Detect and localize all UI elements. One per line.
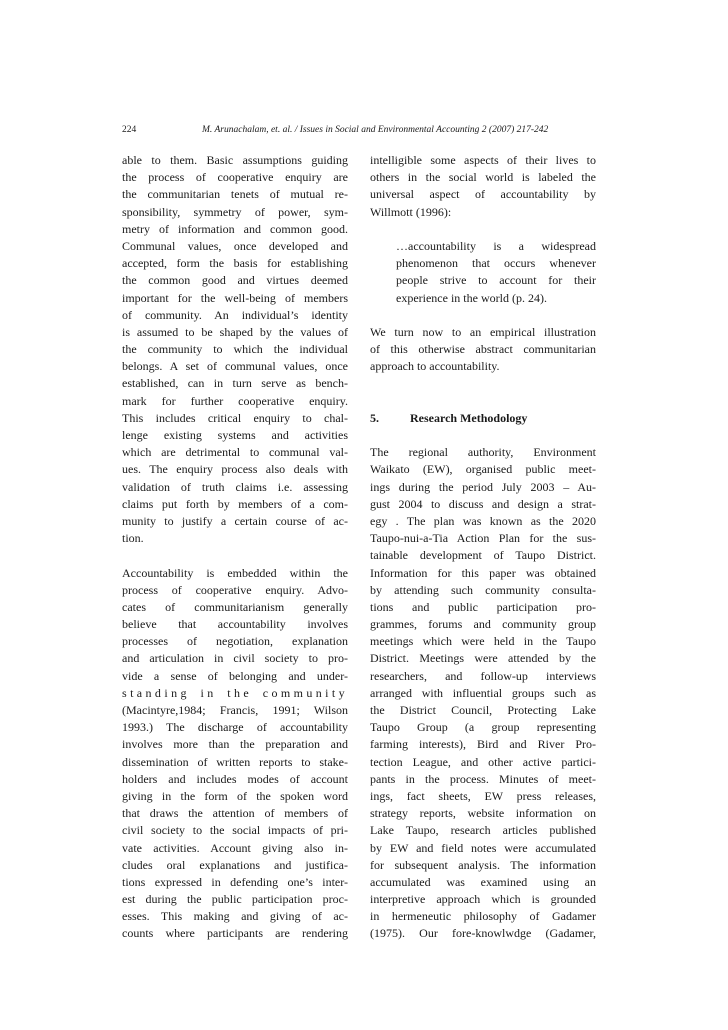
text-line: holders and includes modes of account	[122, 771, 348, 786]
text-line: standing in the community	[122, 685, 348, 700]
block-quote	[370, 238, 596, 307]
text-line: is assumed to be shaped by the values of	[122, 324, 348, 339]
paragraph-cooperative-enquiry	[122, 152, 348, 547]
text-line: metry of information and common good.	[122, 221, 348, 236]
text-line: Waikato (EW), organised public meet-	[370, 462, 596, 477]
text-line: tions expressed in defending one’s inter-	[122, 874, 348, 889]
text-line: researchers, and follow-up interviews	[370, 668, 596, 683]
text-line: counts where participants are rendering	[122, 926, 348, 941]
text-line: phenomenon that occurs whenever	[396, 256, 596, 271]
text-line: tions and public participation pro-	[370, 599, 596, 614]
text-line: which are detrimental to communal val-	[122, 445, 348, 460]
text-line: farming interests), Bird and River Pro-	[370, 737, 596, 752]
text-line: arranged with influential groups such as	[370, 685, 596, 700]
text-line: cates of communitarianism generally	[122, 599, 348, 614]
text-line: We turn now to an empirical illustration	[370, 324, 596, 339]
text-line: Communal values, once developed and	[122, 238, 348, 253]
text-line: grammes, forums and community group	[370, 617, 596, 632]
text-line: munity to justify a certain course of ac-	[122, 513, 348, 528]
text-line: able to them. Basic assumptions guiding	[122, 153, 348, 167]
right-column	[370, 152, 596, 943]
text-line: tainable development of Taupo District.	[370, 548, 596, 563]
running-head: M. Arunachalam, et. al. / Issues in Social and Environmental Accounting 2 (2007) 217-242	[202, 125, 549, 135]
text-line: established, can in turn serve as bench-	[122, 376, 348, 391]
paragraph-accountability	[122, 565, 348, 943]
text-line: others in the social world is labeled the	[370, 170, 596, 185]
text-line: ings during the period July 2003 – Au-	[370, 479, 596, 494]
text-line: validation of truth claims i.e. assessing	[122, 479, 348, 494]
text-line: giving in the form of the spoken word	[122, 788, 348, 803]
text-line: the community to which the individual	[122, 342, 348, 357]
text-line: ings, fact sheets, EW press releases,	[370, 788, 596, 803]
text-line: the District Council, Protecting Lake	[370, 703, 596, 717]
text-line: claims put forth by members of a com-	[122, 496, 348, 511]
text-line: tection League, and other active partici-	[370, 754, 596, 769]
text-line: of this otherwise abstract communitarian	[370, 342, 596, 357]
text-line: the communitarian tenets of mutual re-	[122, 187, 348, 202]
text-line: process of cooperative enquiry. Advo-	[122, 582, 348, 597]
text-line: esses. This making and giving of ac-	[122, 909, 348, 924]
text-line: dissemination of written reports to stake-	[122, 754, 348, 769]
text-line: for subsequent analysis. The information	[370, 857, 596, 872]
text-line: civil society to the social impacts of pri-	[122, 823, 348, 838]
section-number: 5.	[370, 410, 379, 425]
text-line: in hermeneutic philosophy of Gadamer	[370, 909, 596, 924]
text-line: belongs. A set of communal values, once	[122, 359, 348, 374]
text-line: est during the public participation proc-	[122, 892, 348, 907]
text-line: approach to accountability.	[370, 359, 500, 374]
text-line: Willmott (1996):	[370, 204, 452, 219]
page-number: 224	[122, 125, 137, 135]
text-line: This includes critical enquiry to chal-	[122, 410, 348, 425]
text-line: the process of cooperative enquiry are	[122, 170, 348, 185]
text-line: 1993.) The discharge of accountability	[122, 720, 348, 735]
text-line: The regional authority, Environment	[370, 445, 596, 460]
text-line: strategy reports, website information on	[370, 806, 596, 821]
text-line: mark for further cooperative enquiry.	[122, 393, 348, 408]
text-line: by attending such community consulta-	[370, 582, 596, 597]
paragraph-empirical-illustration	[370, 324, 596, 376]
text-line: gust 2004 to discuss and design a strat-	[370, 496, 596, 511]
text-line: that draws the attention of members of	[122, 806, 348, 821]
text-line: pants in the process. Minutes of meet-	[370, 771, 596, 786]
text-line: cludes oral explanations and justifica-	[122, 857, 348, 872]
section-title: Research Methodology	[410, 410, 528, 425]
left-column	[122, 152, 348, 943]
text-line: vide a sense of belonging and under-	[122, 668, 348, 683]
text-line: important for the well-being of members	[122, 290, 348, 305]
text-line: Lake Taupo, research articles published	[370, 823, 596, 838]
text-line: people strive to account for their	[396, 273, 596, 288]
text-line: tion.	[122, 531, 144, 546]
text-line: the common good and virtues deemed	[122, 273, 348, 288]
text-line: vate activities. Account giving also in-	[122, 840, 348, 855]
text-line: accumulated was examined using an	[370, 874, 596, 889]
paragraph-universal-accountability	[370, 152, 596, 221]
text-line: ues. The enquiry process also deals with	[122, 462, 348, 477]
text-line: (Macintyre,1984; Francis, 1991; Wilson	[122, 703, 348, 717]
text-line: Taupo-nui-a-Tia Action Plan for the sus-	[370, 531, 596, 546]
text-line: intelligible some aspects of their lives to	[370, 153, 596, 167]
text-line: District. Meetings were attended by the	[370, 651, 596, 666]
text-line: Accountability is embedded within the	[122, 565, 348, 580]
text-line: universal aspect of accountability by	[370, 187, 596, 202]
paragraph-research-methodology	[370, 444, 596, 942]
section-heading	[370, 410, 596, 427]
text-line: involves more than the preparation and	[122, 737, 348, 752]
text-line: interpretive approach which is grounded	[370, 892, 596, 907]
text-line: Taupo Group (a group representing	[370, 720, 596, 735]
text-line: by EW and field notes were accumulated	[370, 840, 596, 855]
text-line: sponsibility, symmetry of power, sym-	[122, 204, 348, 219]
text-line: (1975). Our fore-knowlwdge (Gadamer,	[370, 926, 596, 941]
text-line: of community. An individual’s identity	[122, 307, 348, 322]
text-line: Information for this paper was obtained	[370, 565, 596, 580]
text-line: accepted, form the basis for establishing	[122, 256, 348, 271]
text-line: experience in the world (p. 24).	[396, 290, 547, 305]
text-line: believe that accountability involves	[122, 617, 348, 632]
text-line: and articulation in civil society to pro-	[122, 651, 348, 666]
text-line: processes of negotiation, explanation	[122, 634, 348, 649]
text-line: …accountability is a widespread	[396, 238, 596, 253]
text-line: meetings which were held in the Taupo	[370, 634, 596, 649]
text-line: egy . The plan was known as the 2020	[370, 513, 596, 528]
text-line: lenge existing systems and activities	[122, 428, 348, 442]
